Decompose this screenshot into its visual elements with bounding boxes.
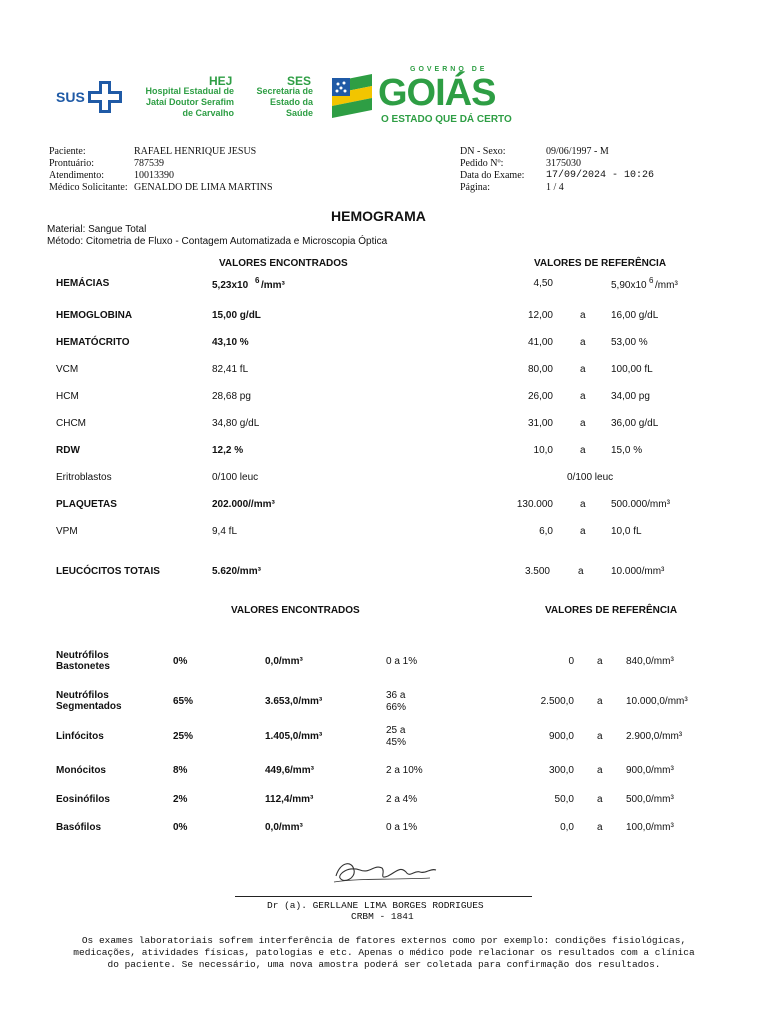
diff-percent: 2% bbox=[173, 794, 188, 805]
diff-ref-min: 0 bbox=[568, 656, 574, 667]
doctor-label: Médico Solicitante: bbox=[49, 182, 128, 193]
goias-wordmark: GOIÁS bbox=[378, 72, 496, 114]
result-value: 0/100 leuc bbox=[212, 472, 259, 483]
diff-absolute: 449,6/mm³ bbox=[265, 765, 314, 776]
diff-range: 0 a 1% bbox=[386, 656, 418, 667]
diff-header-reference: VALORES DE REFERÊNCIA bbox=[545, 605, 678, 616]
diff-range-2: 66% bbox=[386, 702, 407, 713]
hej-line-2: Jataí Doutor Serafim bbox=[145, 97, 234, 107]
sus-label: SUS bbox=[56, 89, 85, 105]
ses-line-2: Estado da bbox=[269, 97, 313, 107]
result-name: HEMOGLOBINA bbox=[56, 310, 133, 321]
header-found: VALORES ENCONTRADOS bbox=[219, 258, 348, 269]
leuco-name: LEUCÓCITOS TOTAIS bbox=[56, 566, 160, 577]
result-name: Eritroblastos bbox=[56, 472, 112, 483]
goias-flag-icon bbox=[330, 72, 374, 120]
diff-ref-sep: a bbox=[597, 696, 603, 707]
ref-min: 80,00 bbox=[527, 364, 553, 375]
ref-max: 53,00 % bbox=[611, 337, 648, 348]
result-value: 34,80 g/dL bbox=[212, 418, 260, 429]
ref-min: 6,0 bbox=[539, 526, 553, 537]
ref-max: 10,0 fL bbox=[611, 526, 642, 537]
diff-ref-min: 0,0 bbox=[560, 822, 574, 833]
diff-absolute: 3.653,0/mm³ bbox=[265, 696, 323, 707]
diff-name: Basófilos bbox=[56, 822, 102, 833]
ref-max-exp: 6 bbox=[649, 276, 654, 285]
diff-ref-max: 840,0/mm³ bbox=[626, 656, 674, 667]
diff-absolute: 0,0/mm³ bbox=[265, 822, 303, 833]
diff-range-2: 45% bbox=[386, 737, 407, 748]
diff-absolute: 112,4/mm³ bbox=[265, 794, 314, 805]
result-name: HEMATÓCRITO bbox=[56, 337, 130, 348]
result-value: 28,68 pg bbox=[212, 391, 251, 402]
record-value: 787539 bbox=[134, 158, 164, 169]
diff-ref-max: 2.900,0/mm³ bbox=[626, 731, 683, 742]
ses-line-3: Saúde bbox=[285, 108, 313, 118]
diff-name: Neutrófilos bbox=[56, 690, 109, 701]
governo-label: GOVERNO DE bbox=[410, 66, 488, 73]
exam-date-value: 17/09/2024 - 10:26 bbox=[546, 170, 655, 181]
diff-range: 2 a 10% bbox=[386, 765, 423, 776]
ref-min: 12,00 bbox=[527, 310, 553, 321]
diff-range: 0 a 1% bbox=[386, 822, 418, 833]
diff-name: Linfócitos bbox=[56, 731, 104, 742]
diff-ref-max: 100,0/mm³ bbox=[626, 822, 674, 833]
diff-ref-sep: a bbox=[597, 765, 603, 776]
diff-ref-min: 2.500,0 bbox=[540, 696, 574, 707]
result-value: 9,4 fL bbox=[212, 526, 238, 537]
diff-range: 25 a bbox=[386, 725, 406, 736]
ref-max: 36,00 g/dL bbox=[611, 418, 659, 429]
leuco-ref-max: 10.000/mm³ bbox=[611, 566, 665, 577]
diff-name: Neutrófilos bbox=[56, 650, 109, 661]
ref-max: 100,00 fL bbox=[611, 364, 653, 375]
ref-min: 41,00 bbox=[527, 337, 553, 348]
diff-percent: 65% bbox=[173, 696, 194, 707]
ref-max: 16,00 g/dL bbox=[611, 310, 659, 321]
ref-min: 26,00 bbox=[527, 391, 553, 402]
diff-ref-min: 300,0 bbox=[548, 765, 574, 776]
result-name: VCM bbox=[56, 364, 79, 375]
result-value: 5,23x10 bbox=[212, 280, 249, 291]
visit-label: Atendimento: bbox=[49, 170, 104, 181]
header-reference: VALORES DE REFERÊNCIA bbox=[534, 258, 667, 269]
diff-ref-max: 500,0/mm³ bbox=[626, 794, 674, 805]
order-label: Pedido Nº: bbox=[460, 158, 504, 169]
result-name: VPM bbox=[56, 526, 78, 537]
visit-value: 10013390 bbox=[134, 170, 174, 181]
page-value: 1 / 4 bbox=[546, 182, 564, 193]
material-text: Material: Sangue Total bbox=[47, 224, 147, 235]
result-value: 82,41 fL bbox=[212, 364, 249, 375]
ref-max: 15,0 % bbox=[611, 445, 643, 456]
exam-title: HEMOGRAMA bbox=[331, 208, 426, 224]
ref-sep: a bbox=[580, 418, 586, 429]
signer-crbm: CRBM - 1841 bbox=[351, 911, 414, 922]
ses-line-1: Secretaria de bbox=[256, 86, 313, 96]
leuco-ref-min: 3.500 bbox=[524, 566, 550, 577]
diff-ref-sep: a bbox=[597, 731, 603, 742]
ref-sep: a bbox=[580, 364, 586, 375]
result-value: 12,2 % bbox=[212, 445, 244, 456]
diff-name-2: Segmentados bbox=[56, 701, 122, 712]
disclaimer-line-1: Os exames laboratoriais sofrem interferência de fatores externos como por exemplo: condições fisiológicas, bbox=[81, 935, 687, 946]
patient-name: RAFAEL HENRIQUE JESUS bbox=[134, 146, 257, 157]
ref-min: 31,00 bbox=[527, 418, 553, 429]
result-name: CHCM bbox=[56, 418, 86, 429]
dob-label: DN - Sexo: bbox=[460, 146, 506, 157]
result-name: HCM bbox=[56, 391, 79, 402]
diff-ref-sep: a bbox=[597, 822, 603, 833]
ref-sep: a bbox=[580, 499, 586, 510]
diff-ref-min: 50,0 bbox=[554, 794, 574, 805]
diff-ref-min: 900,0 bbox=[548, 731, 574, 742]
ref-center: 0/100 leuc bbox=[567, 472, 614, 483]
ref-min: 10,0 bbox=[533, 445, 553, 456]
ses-abbr: SES bbox=[287, 74, 312, 88]
diff-range: 2 a 4% bbox=[386, 794, 418, 805]
exam-date-label: Data do Exame: bbox=[460, 170, 525, 181]
diff-name: Eosinófilos bbox=[56, 794, 110, 805]
disclaimer-line-3: do paciente. Se necessário, uma nova amostra poderá ser coletada para confirmação dos resultados. bbox=[107, 959, 661, 970]
diff-name: Monócitos bbox=[56, 765, 106, 776]
ref-max: 5,90x10 bbox=[611, 280, 647, 291]
ref-min: 4,50 bbox=[533, 278, 553, 289]
diff-header-found: VALORES ENCONTRADOS bbox=[231, 605, 360, 616]
dob-value: 09/06/1997 - M bbox=[546, 146, 609, 157]
diff-ref-max: 900,0/mm³ bbox=[626, 765, 674, 776]
ref-max-unit: /mm³ bbox=[655, 280, 678, 291]
diff-percent: 0% bbox=[173, 656, 188, 667]
signature-image bbox=[330, 856, 442, 890]
result-name: HEMÁCIAS bbox=[56, 278, 110, 289]
ref-sep: a bbox=[580, 391, 586, 402]
patient-label: Paciente: bbox=[49, 146, 86, 157]
result-value-unit: /mm³ bbox=[261, 280, 285, 291]
order-value: 3175030 bbox=[546, 158, 581, 169]
ref-sep: a bbox=[580, 526, 586, 537]
hej-line-3: de Carvalho bbox=[182, 108, 234, 118]
page-label: Página: bbox=[460, 182, 490, 193]
result-name: RDW bbox=[56, 445, 80, 456]
diff-name-2: Bastonetes bbox=[56, 661, 110, 672]
ref-sep: a bbox=[580, 445, 586, 456]
hej-abbr: HEJ bbox=[209, 74, 233, 88]
diff-percent: 25% bbox=[173, 731, 194, 742]
diff-range: 36 a bbox=[386, 690, 406, 701]
ref-max: 34,00 pg bbox=[611, 391, 650, 402]
diff-percent: 8% bbox=[173, 765, 188, 776]
diff-ref-sep: a bbox=[597, 656, 603, 667]
diff-absolute: 1.405,0/mm³ bbox=[265, 731, 323, 742]
sus-cross-icon bbox=[88, 81, 122, 113]
result-name: PLAQUETAS bbox=[56, 499, 117, 510]
leuco-ref-sep: a bbox=[578, 566, 584, 577]
method-text: Método: Citometria de Fluxo - Contagem Automatizada e Microscopia Óptica bbox=[47, 236, 388, 247]
result-value-exp: 6 bbox=[255, 276, 260, 285]
goias-slogan: O ESTADO QUE DÁ CERTO bbox=[381, 114, 512, 125]
signer-name: Dr (a). GERLLANE LIMA BORGES RODRIGUES bbox=[267, 900, 484, 911]
result-value: 43,10 % bbox=[212, 337, 249, 348]
disclaimer-line-2: medicações, atividades físicas, patologias e etc. Apenas o médico pode relacionar os resultados com a clínica bbox=[73, 947, 695, 958]
doctor-value: GENALDO DE LIMA MARTINS bbox=[134, 182, 273, 193]
hej-line-1: Hospital Estadual de bbox=[145, 86, 234, 96]
diff-absolute: 0,0/mm³ bbox=[265, 656, 303, 667]
result-value: 15,00 g/dL bbox=[212, 310, 261, 321]
ref-sep: a bbox=[580, 337, 586, 348]
ref-sep: a bbox=[580, 310, 586, 321]
diff-ref-sep: a bbox=[597, 794, 603, 805]
diff-percent: 0% bbox=[173, 822, 188, 833]
signature-line bbox=[235, 896, 532, 897]
leuco-value: 5.620/mm³ bbox=[212, 566, 261, 577]
record-label: Prontuário: bbox=[49, 158, 94, 169]
diff-ref-max: 10.000,0/mm³ bbox=[626, 696, 688, 707]
ref-max: 500.000/mm³ bbox=[611, 499, 670, 510]
ref-min: 130.000 bbox=[516, 499, 553, 510]
result-value: 202.000//mm³ bbox=[212, 499, 275, 510]
